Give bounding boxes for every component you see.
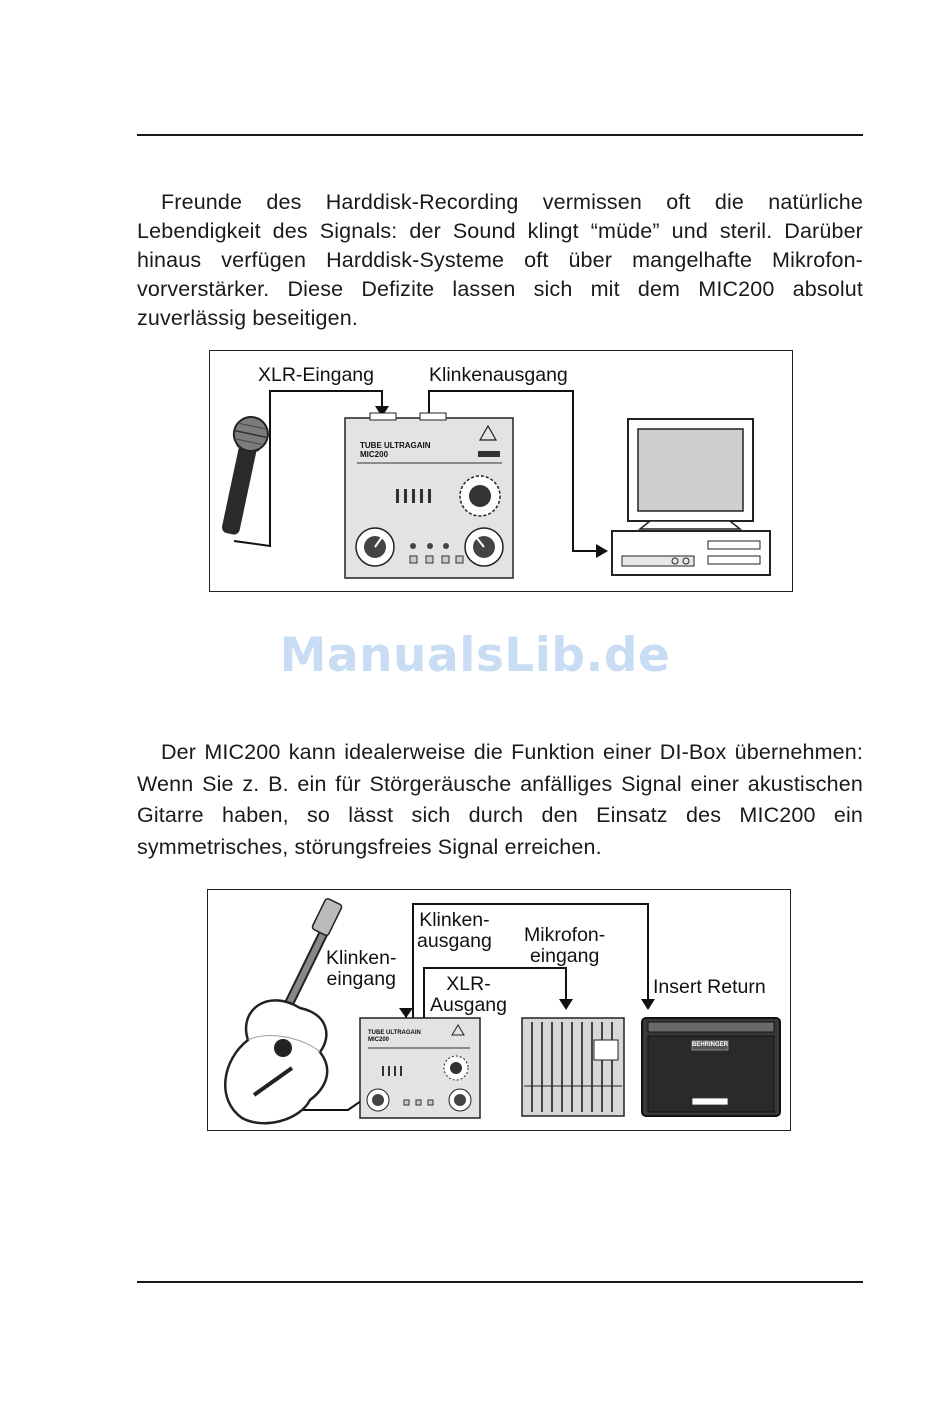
label-mikrofon-eingang: Mikrofon- eingang bbox=[524, 924, 606, 967]
mixer bbox=[522, 1018, 624, 1116]
label-klinken-eingang: Klinken- eingang bbox=[326, 947, 397, 990]
label-klinken-ausgang: Klinken- ausgang bbox=[417, 909, 492, 952]
device-title: TUBE ULTRAGAIN bbox=[360, 441, 431, 450]
amp-brand: BEHRINGER bbox=[692, 1042, 729, 1048]
label-xlr-eingang: XLR-Eingang bbox=[258, 364, 374, 386]
computer bbox=[612, 419, 770, 575]
jack-arrow bbox=[596, 544, 608, 558]
device-model: MIC200 bbox=[360, 450, 389, 459]
label-insert-return: Insert Return bbox=[653, 976, 766, 998]
figure-recording-setup bbox=[209, 350, 793, 592]
microphone bbox=[213, 414, 271, 537]
acoustic-guitar bbox=[225, 898, 342, 1123]
figure-1-drawing bbox=[210, 351, 792, 591]
bottom-rule bbox=[137, 1281, 863, 1283]
label-klinkenausgang: Klinkenausgang bbox=[429, 364, 568, 386]
watermark: ManualsLib.de bbox=[279, 628, 671, 683]
insert-return-arrow bbox=[641, 999, 655, 1010]
jack-in-arrow bbox=[399, 1008, 413, 1018]
paragraph-harddisk-recording: Freunde des Harddisk-Recording vermissen oft die natürliche Lebendigkeit des Signals: der Sound klingt “müde” und steril. Darüber hinaus verfügen Harddisk-Systeme oft über mangelhafte Mikrofon-vorverstärker. Diese Defizite lassen sich mit dem MIC200 absolut zuverlässig beseitigen. bbox=[137, 190, 863, 330]
figure-di-box-setup bbox=[207, 889, 791, 1131]
paragraph-di-box: Der MIC200 kann idealerweise die Funktion einer DI-Box übernehmen: Wenn Sie z. B. ein für Störgeräusche anfälliges Signal einer akustischen Gitarre haben, so lässt sich durch den Einsatz des MIC200 ein symmetrisches, störungsfreies Signal erreichen. bbox=[137, 740, 863, 859]
small-device-title: TUBE ULTRAGAIN bbox=[368, 1030, 421, 1036]
guitar-amplifier bbox=[642, 1018, 780, 1116]
mic-in-arrow bbox=[559, 999, 573, 1010]
small-device-model: MIC200 bbox=[368, 1037, 390, 1043]
mic200-device bbox=[345, 413, 513, 578]
top-rule bbox=[137, 134, 863, 136]
label-xlr-ausgang: XLR- Ausgang bbox=[430, 973, 507, 1016]
